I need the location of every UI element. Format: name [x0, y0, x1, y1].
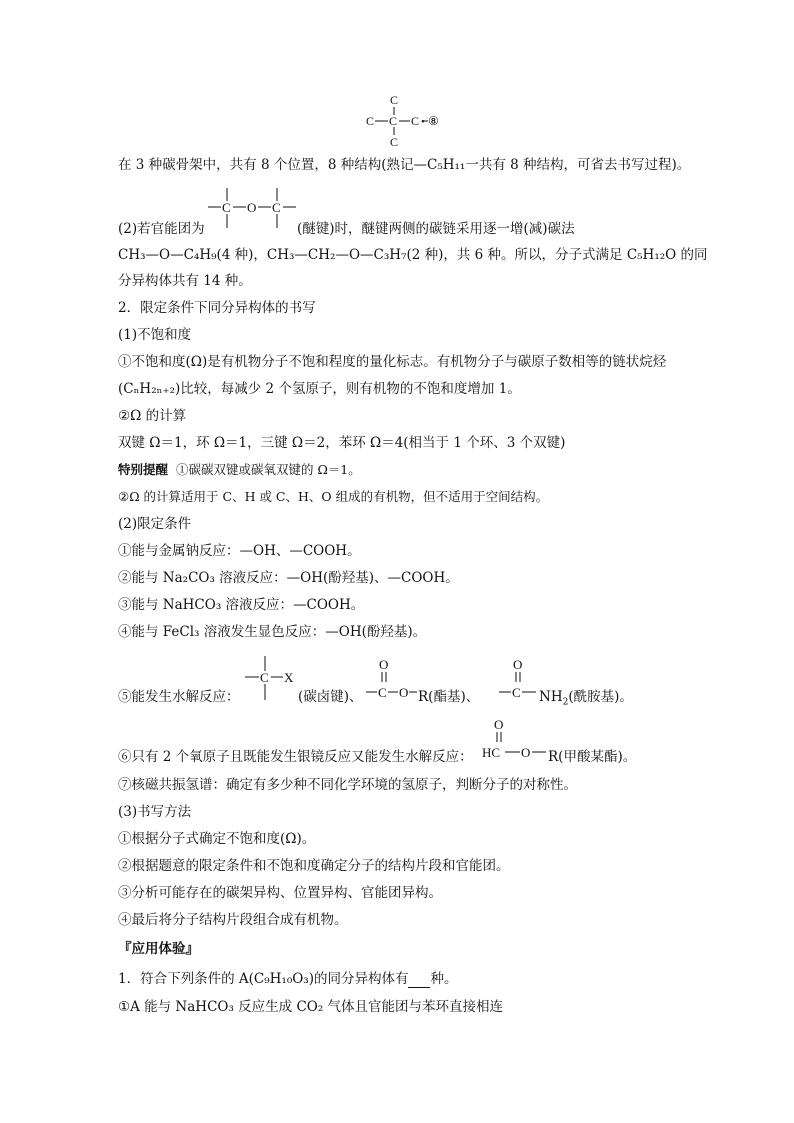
atom-c-right: C	[411, 114, 420, 128]
method-3: ③分析可能存在的碳架异构、位置异构、官能团异构。	[118, 885, 442, 901]
heading-close-bracket: 』	[185, 941, 199, 957]
halide-structure	[240, 654, 296, 704]
section-2-title: 2．限定条件下同分异构体的书写	[118, 300, 316, 316]
halide-c: C	[260, 670, 269, 685]
question-1-text: 1．符合下列条件的 A(C₉H₁₀O₃)的同分异构体有	[118, 971, 409, 987]
position-dot: •	[421, 116, 425, 128]
tip-2: ②Ω 的计算适用于 C、H 或 C、H、O 组成的有机物，但不适用于空间结构。	[118, 489, 549, 504]
ether-suffix: (醚键)时，醚键两侧的碳链采用逐一增(减)碳法	[297, 221, 575, 237]
heading-text: 应用体验	[131, 941, 186, 957]
saturation-1: ①不饱和度(Ω)是有机物分子不饱和程度的量化标志。有机物分子与碳原子数相等的链状烷烃	[118, 354, 667, 370]
ether-structure	[206, 186, 302, 238]
tip-text: ①碳碳双键或碳氧双键的 Ω＝1。	[175, 462, 361, 477]
amide-structure	[496, 654, 540, 704]
ester-r: R	[418, 689, 429, 705]
line-intro: 在 3 种碳骨架中，共有 8 个位置，8 种结构(熟记—C₅H₁₁一共有 8 种结构，可省去书写过程)。	[118, 157, 691, 173]
hydrolysis-label: ⑤能发生水解反应：	[118, 689, 240, 705]
condition-6: ⑥只有 2 个氧原子且既能发生银镜反应又能发生水解反应：	[118, 749, 473, 765]
formate-tail	[548, 748, 636, 766]
formate-o-top: O	[494, 717, 504, 732]
atom-c-top: C	[390, 93, 399, 107]
ether-c1: C	[222, 200, 231, 215]
tip-label: 特别提醒	[118, 462, 169, 477]
formate-r: R	[548, 749, 559, 765]
formate-name: (甲酸某酯)。	[558, 749, 637, 765]
position-marker: ⑧	[428, 114, 439, 128]
amide-c: C	[512, 685, 521, 700]
carbon-skeleton-diagram	[362, 92, 452, 150]
halide-x: X	[284, 670, 294, 685]
formate-o: O	[521, 745, 531, 760]
ester-structure	[364, 654, 424, 704]
amide-nh: NH	[539, 689, 563, 705]
ester-r-line	[418, 688, 479, 706]
halide-name: (碳卤键)、	[298, 689, 363, 705]
tip-line	[118, 461, 361, 479]
ether-prefix: (2)若官能团为	[118, 221, 205, 237]
calc-line: 双键 Ω＝1，环 Ω＝1，三键 Ω＝2，苯环 Ω＝4(相当于 1 个环、3 个双键)	[118, 435, 566, 451]
condition-7: ⑦核磁共振氢谱：确定有多少种不同化学环境的氢原子，判断分子的对称性。	[118, 777, 577, 793]
question-1	[118, 970, 457, 988]
amide-name: (酰胺基)。	[568, 689, 633, 705]
condition-1: ①能与金属钠反应：—OH、—COOH。	[118, 543, 361, 559]
line-total: 分异构体共有 14 种。	[118, 273, 252, 289]
amide-sub: 2	[562, 697, 569, 708]
ether-c2: C	[272, 200, 281, 215]
question-1-condition-1: ①A 能与 NaHCO₃ 反应生成 CO₂ 气体且官能团与苯环直接相连	[118, 999, 504, 1015]
sub-3-title: (3)书写方法	[118, 804, 192, 820]
condition-4: ④能与 FeCl₃ 溶液发生显色反应：—OH(酚羟基)。	[118, 624, 427, 640]
calc-heading: ②Ω 的计算	[118, 408, 187, 424]
saturation-2: (CₙH₂ₙ₊₂)比较，每减少 2 个氢原子，则有机物的不饱和度增加 1。	[118, 381, 521, 397]
condition-2: ②能与 Na₂CO₃ 溶液反应：—OH(酚羟基)、—COOH。	[118, 570, 459, 586]
amide-o-top: O	[513, 657, 523, 672]
sub-1-title: (1)不饱和度	[118, 327, 192, 343]
atom-c-left: C	[366, 114, 375, 128]
atom-c-bottom: C	[390, 135, 399, 149]
formate-structure	[480, 714, 552, 764]
line-ch3: CH₃—O—C₄H₉(4 种)，CH₃—CH₂—O—C₃H₇(2 种)，共 6 种。所以，分子式满足 C₅H₁₂O 的同	[118, 247, 708, 263]
method-1: ①根据分子式确定不饱和度(Ω)。	[118, 831, 316, 847]
method-2: ②根据题意的限定条件和不饱和度确定分子的结构片段和官能团。	[118, 858, 510, 874]
ether-o: O	[247, 200, 257, 215]
method-4: ④最后将分子结构片段组合成有机物。	[118, 912, 348, 928]
atom-c-center: C	[389, 114, 398, 128]
ester-c: C	[378, 685, 387, 700]
sub-2-title: (2)限定条件	[118, 516, 192, 532]
ester-name: (酯基)、	[428, 689, 480, 705]
heading-open-bracket: 『	[118, 941, 132, 957]
formate-hc: HC	[482, 745, 501, 760]
ester-o: O	[399, 685, 409, 700]
application-heading	[118, 940, 199, 958]
ester-o-top: O	[379, 657, 389, 672]
condition-3: ③能与 NaHCO₃ 溶液反应：—COOH。	[118, 597, 365, 613]
answer-blank[interactable]	[408, 973, 430, 988]
question-1-after: 种。	[430, 971, 458, 987]
amide-tail	[539, 688, 633, 712]
